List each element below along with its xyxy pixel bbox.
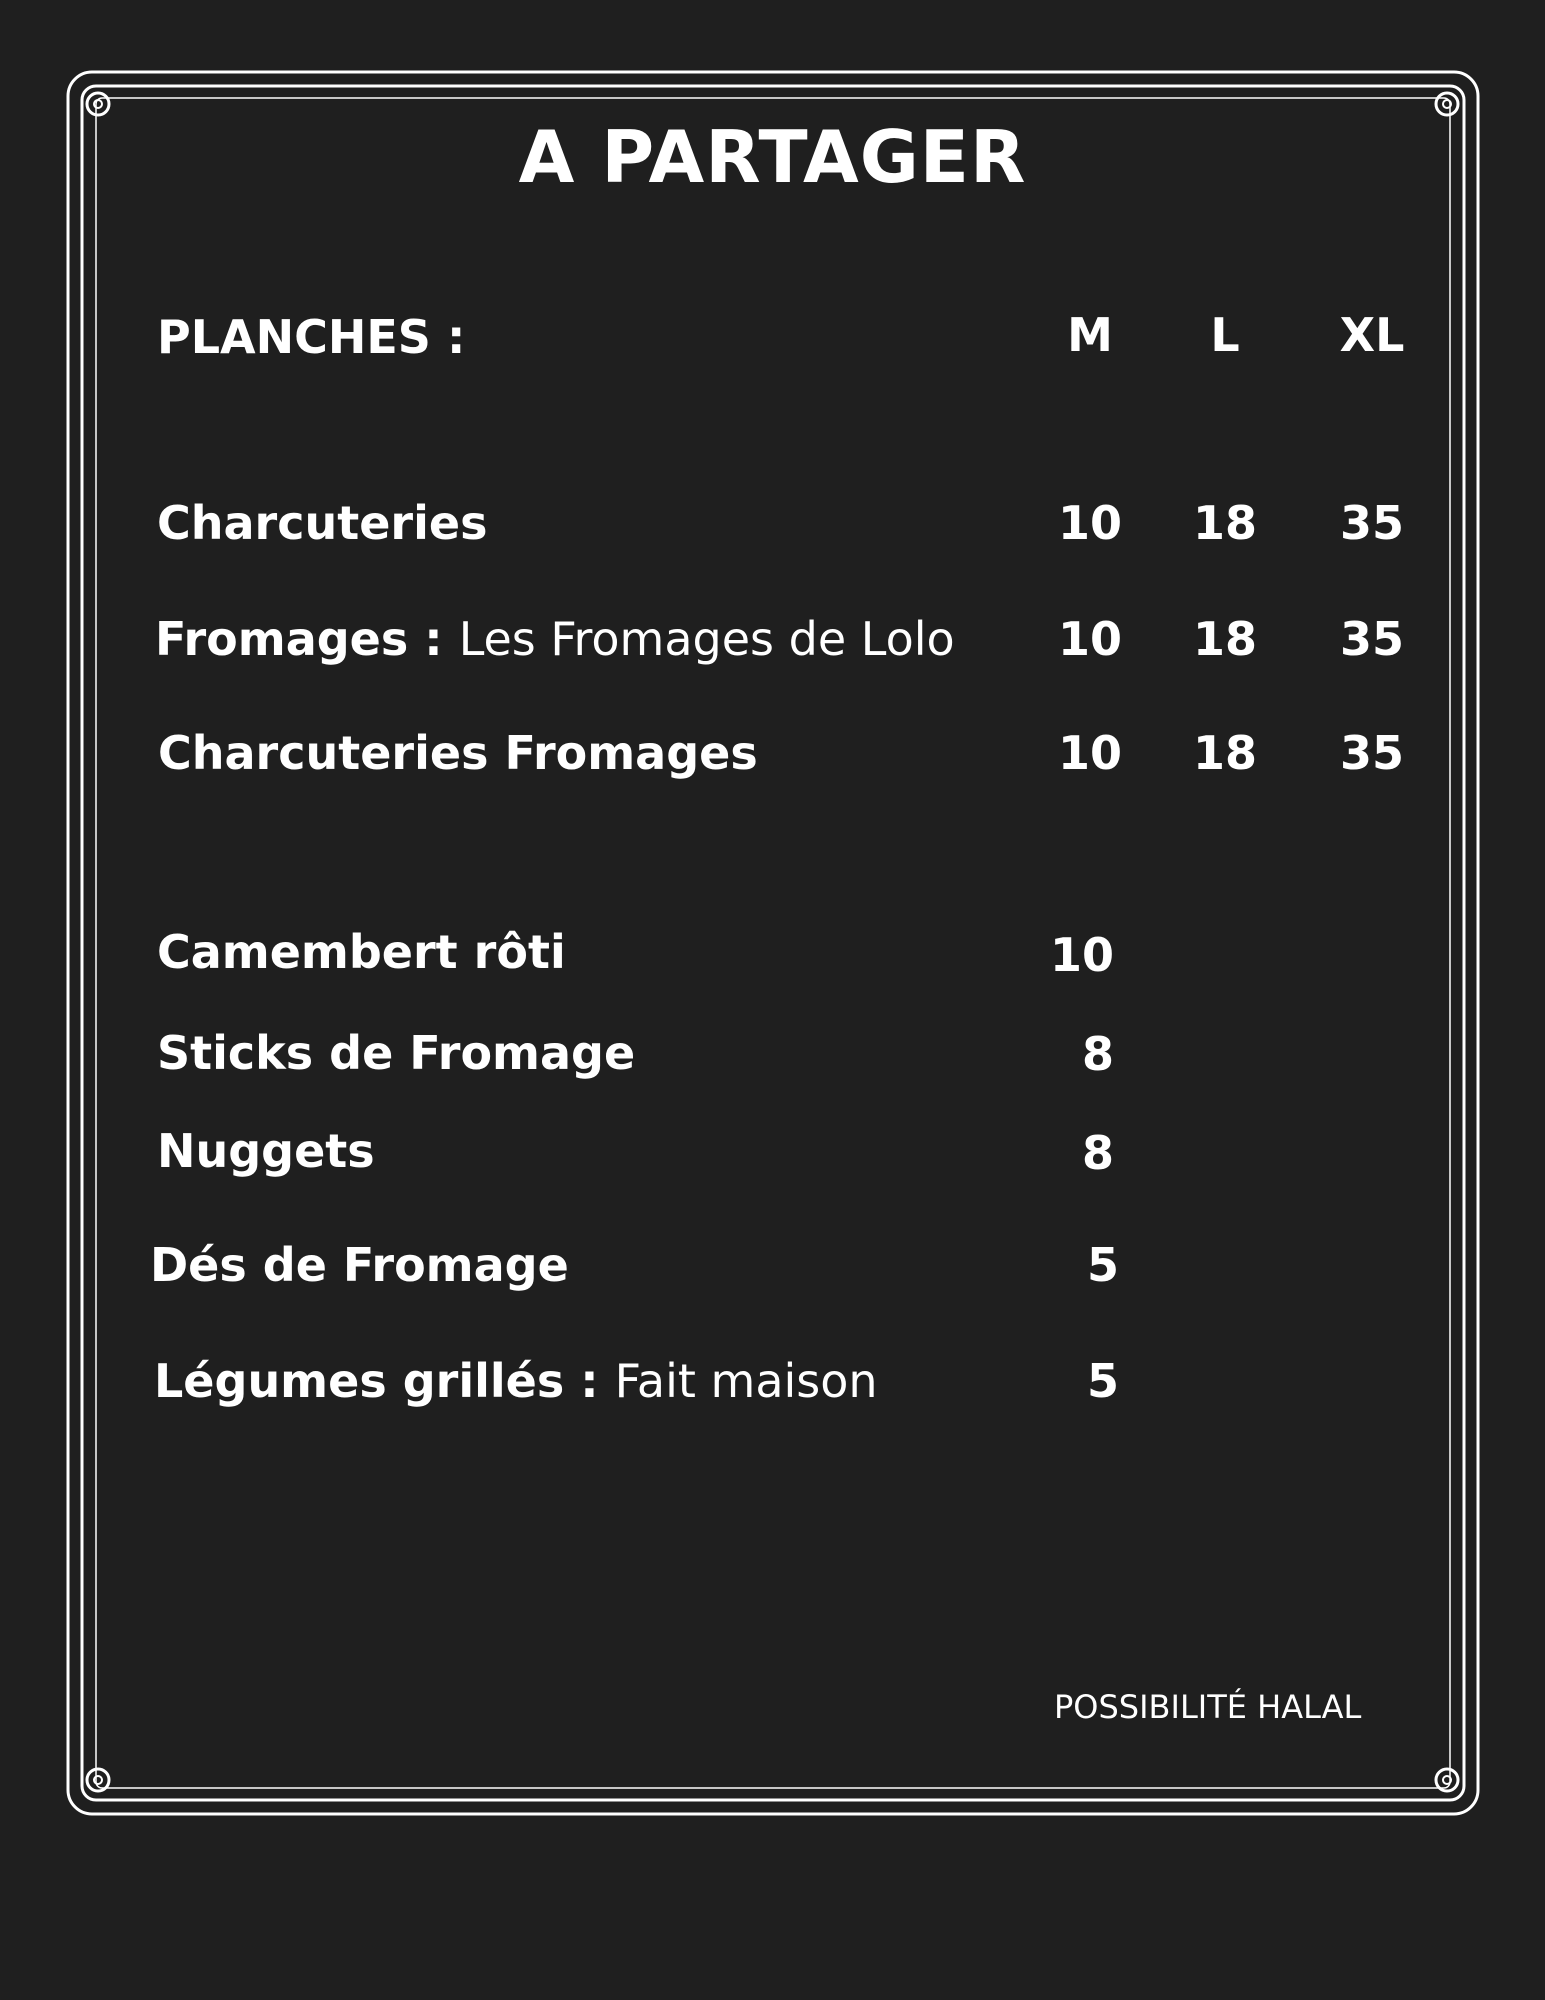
- menu-item-name: [154, 1353, 878, 1409]
- column-header-xl: XL: [1339, 308, 1405, 362]
- halal-note: POSSIBILITÉ HALAL: [1054, 1688, 1362, 1726]
- price: 10: [1049, 928, 1114, 982]
- price-m: 10: [1057, 612, 1122, 666]
- price-xl: 35: [1339, 496, 1404, 550]
- column-header-l: L: [1210, 308, 1240, 362]
- menu-item-label: Nuggets: [157, 1124, 375, 1178]
- menu-item-label: Légumes grillés :: [154, 1354, 599, 1408]
- menu-item-label: Fromages :: [155, 612, 443, 666]
- planches-heading: PLANCHES :: [157, 310, 466, 364]
- price-m: 10: [1057, 726, 1122, 780]
- menu-item-label: Charcuteries: [157, 496, 488, 550]
- price-l: 18: [1192, 726, 1257, 780]
- price-xl: 35: [1339, 612, 1404, 666]
- price-m: 10: [1057, 496, 1122, 550]
- menu-item-detail: Les Fromages de Lolo: [458, 612, 955, 666]
- price: 8: [1081, 1027, 1114, 1081]
- menu-item-name: [157, 1025, 635, 1081]
- price-l: 18: [1192, 612, 1257, 666]
- menu-item-name: [158, 725, 758, 781]
- menu-item-detail: Fait maison: [614, 1354, 878, 1408]
- menu-item-name: [157, 495, 487, 551]
- menu-item-label: Dés de Fromage: [150, 1238, 569, 1292]
- page-title: A PARTAGER: [518, 115, 1027, 199]
- price: 5: [1086, 1354, 1119, 1408]
- menu-item-name: [155, 611, 955, 667]
- price: 8: [1081, 1126, 1114, 1180]
- column-header-m: M: [1067, 308, 1113, 362]
- menu-item-label: Camembert rôti: [157, 925, 566, 979]
- menu-item-label: Sticks de Fromage: [157, 1026, 636, 1080]
- menu-item-label: Charcuteries Fromages: [158, 726, 758, 780]
- menu-item-name: [157, 1123, 375, 1179]
- menu-item-name: [150, 1237, 569, 1293]
- price-l: 18: [1192, 496, 1257, 550]
- menu-item-name: [157, 924, 566, 980]
- price-xl: 35: [1339, 726, 1404, 780]
- price: 5: [1086, 1238, 1119, 1292]
